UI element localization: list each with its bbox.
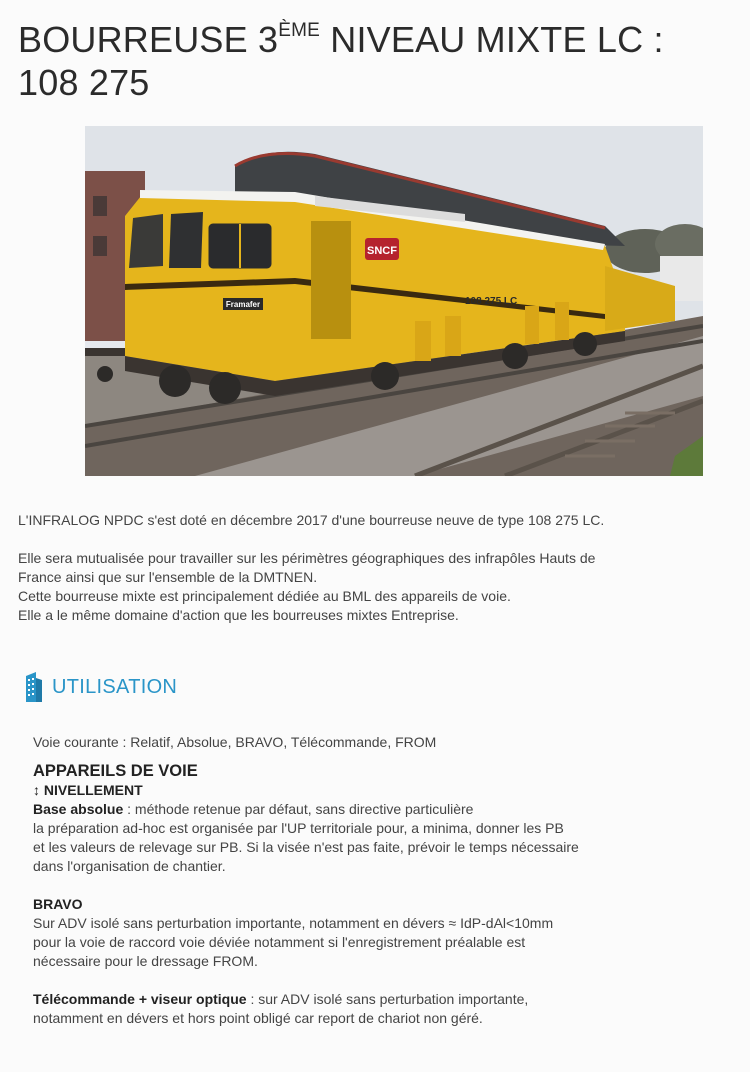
machine-number-text: 108 275 LC [465, 296, 518, 307]
telecommande-line-1: Télécommande + viseur optique : sur ADV isolé sans perturbation importante, [33, 991, 529, 1007]
intro-paragraph-2-line-1: Elle sera mutualisée pour travailler sur les périmètres géographiques des infrapôles Hauts de [18, 550, 596, 566]
vertical-arrows-icon: ↕ [33, 782, 40, 798]
section-heading-label: UTILISATION [52, 675, 178, 698]
intro-paragraph-2-line-2: France ainsi que sur l'ensemble de la DMTNEN. [18, 569, 318, 585]
bravo-line-2: pour la voie de raccord voie déviée notamment si l'enregistrement préalable est [33, 934, 526, 950]
telecommande-line-2: notamment en dévers et hors point obligé car report de chariot non géré. [33, 1010, 483, 1026]
nivellement-heading: ↕ NIVELLEMENT [33, 782, 143, 798]
page-title [18, 18, 718, 104]
intro-paragraph-4: Elle a le même domaine d'action que les bourreuses mixtes Entreprise. [18, 607, 459, 623]
base-absolue-line-3: et les valeurs de relevage sur PB. Si la visée n'est pas faite, prévoir le temps nécessaire [33, 839, 579, 855]
tamping-machine-photo [85, 126, 703, 476]
bravo-line-1: Sur ADV isolé sans perturbation importante, notamment en dévers ≈ IdP-dAl<10mm [33, 915, 554, 931]
base-absolue-line-1: Base absolue : méthode retenue par défaut, sans directive particulière [33, 801, 474, 817]
voie-courante-text: Voie courante : Relatif, Absolue, BRAVO, Télécommande, FROM [33, 734, 437, 750]
appareils-de-voie-heading: APPAREILS DE VOIE [33, 762, 198, 780]
maker-plate-text: Framafer [225, 300, 261, 309]
title-line-1: BOURREUSE 3ÈME NIVEAU MIXTE LC : [18, 19, 664, 60]
intro-paragraph-1: L'INFRALOG NPDC s'est doté en décembre 2017 d'une bourreuse neuve de type 108 275 LC. [18, 512, 605, 528]
base-absolue-line-2: la préparation ad-hoc est organisée par l'UP territoriale pour, a minima, donner les PB [33, 820, 564, 836]
telecommande-label: Télécommande + viseur optique [33, 991, 247, 1007]
section-heading-utilisation [22, 668, 177, 706]
base-absolue-line-4: dans l'organisation de chantier. [33, 858, 226, 874]
usage-content [33, 733, 723, 1028]
building-icon [22, 670, 44, 704]
base-absolue-label: Base absolue [33, 801, 124, 817]
intro-paragraph-3: Cette bourreuse mixte est principalement dédiée au BML des appareils de voie. [18, 588, 511, 604]
title-line-2: 108 275 [18, 62, 150, 103]
bravo-heading: BRAVO [33, 896, 83, 912]
intro-text [18, 511, 730, 625]
bravo-line-3: nécessaire pour le dressage FROM. [33, 953, 258, 969]
sncf-logo-text: SNCF [367, 245, 397, 257]
